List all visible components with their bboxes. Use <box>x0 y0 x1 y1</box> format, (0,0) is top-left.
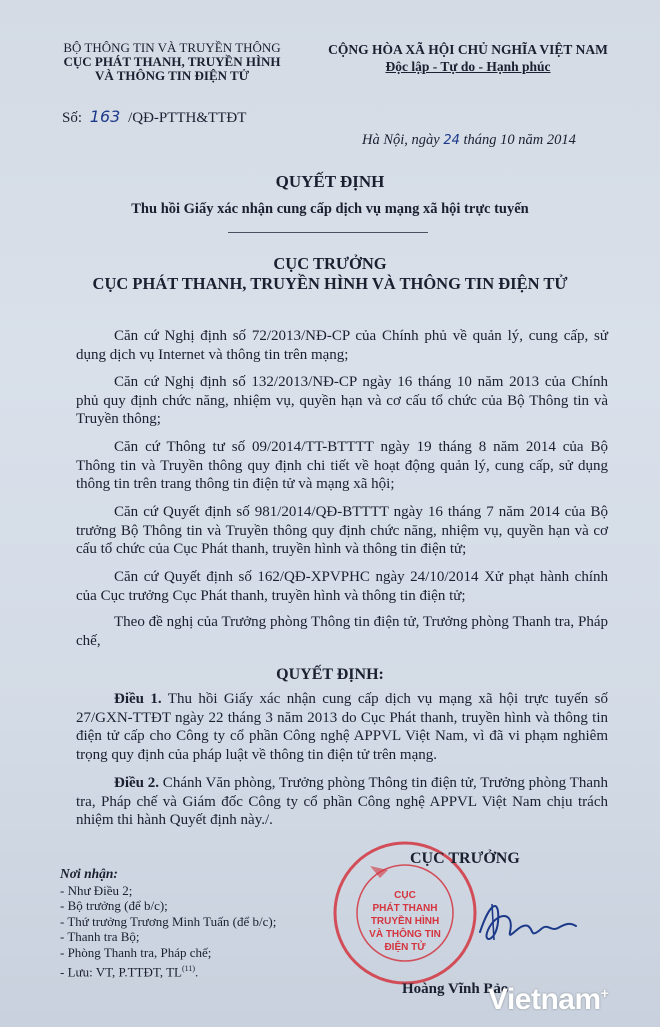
date-day: 24 <box>443 133 460 148</box>
authority-department: CỤC PHÁT THANH, TRUYỀN HÌNH VÀ THÔNG TIN ĐIỆN TỬ <box>92 274 568 293</box>
stamp-line: CỤC <box>394 890 416 901</box>
preamble-paragraph: Theo đề nghị của Trưởng phòng Thông tin điện tử, Trưởng phòng Thanh tra, Pháp chế, <box>76 614 608 649</box>
recipients-list <box>60 866 276 979</box>
stamp-line: PHÁT THANH <box>372 903 438 914</box>
department-name-line1: CỤC PHÁT THANH, TRUYỀN HÌNH <box>63 54 281 69</box>
archive-end: . <box>195 963 199 979</box>
preamble-paragraph: Căn cứ Thông tư số 09/2014/TT-BTTTT ngày 19 tháng 8 năm 2014 của Bộ Thông tin và Truyền thông quy định chi tiết về hoạt động quản lý, cung cấp, sử dụng thông tin trên trang thông tin điện tử và mạng xã hội; <box>76 439 608 492</box>
stamp-line: ĐIỆN TỬ <box>384 942 426 953</box>
ministry-name: BỘ THÔNG TIN VÀ TRUYỀN THÔNG <box>63 40 281 55</box>
preamble-paragraph: Căn cứ Quyết định số 162/QĐ-XPVPHC ngày 24/10/2014 Xử phạt hành chính của Cục trưởng Cục Phát thanh, truyền hình và thông tin điện tử; <box>76 569 608 604</box>
number-label: Số: <box>62 110 83 126</box>
watermark-plus: + <box>600 985 609 1001</box>
department-name-line2: VÀ THÔNG TIN ĐIỆN TỬ <box>94 68 250 83</box>
country-name: CỘNG HÒA XÃ HỘI CHỦ NGHĨA VIỆT NAM <box>328 42 608 57</box>
signatory-title: CỤC TRƯỞNG <box>410 850 520 867</box>
number-value: 163 <box>89 107 121 126</box>
recipient-item: - Thanh tra Bộ; <box>60 929 140 945</box>
authority-title: CỤC TRƯỞNG <box>273 254 387 273</box>
preamble-paragraph: Căn cứ Quyết định số 981/2014/QĐ-BTTTT ngày 16 tháng 7 năm 2014 của Bộ trưởng Bộ Thông tin và Truyền thông quy định chức năng, nhiệm vụ, quyền hạn và cơ cấu tổ chức của Cục Phát thanh, truyền hình và thông tin điện tử; <box>76 504 608 557</box>
recipient-item: - Phòng Thanh tra, Pháp chế; <box>60 944 212 960</box>
motto: Độc lập - Tự do - Hạnh phúc <box>385 59 551 74</box>
document-subtitle: Thu hồi Giấy xác nhận cung cấp dịch vụ mạng xã hội trực tuyến <box>131 201 529 217</box>
issue-date <box>362 132 576 149</box>
national-motto-header <box>318 41 618 75</box>
issuing-agency-header <box>52 41 292 83</box>
article-label: Điều 1. <box>114 691 162 707</box>
recipient-item: - Thứ trưởng Trương Minh Tuấn (để b/c); <box>60 913 277 929</box>
stamp-line: VÀ THÔNG TIN <box>369 929 441 940</box>
recipient-item: - Bộ trưởng (để b/c); <box>60 898 168 914</box>
document-number <box>62 107 246 127</box>
vietnamplus-watermark <box>488 983 608 1017</box>
title-divider <box>228 232 428 233</box>
article-text: Thu hồi Giấy xác nhận cung cấp dịch vụ mạng xã hội trực tuyến số 27/GXN-TTĐT ngày 22 tháng 3 năm 2013 do Cục Phát thanh, truyền hình và thông tin điện tử cấp cho Công ty cổ phần Công nghệ APPVL Việt Nam, vì đã vi phạm nghiêm trọng quy định của pháp luật về thông tin điện tử trên mạng. <box>76 691 608 763</box>
decision-heading: QUYẾT ĐỊNH: <box>276 666 384 683</box>
archive-text: - Lưu: VT, P.TTĐT, TL <box>60 963 182 979</box>
date-prefix: Hà Nội, ngày <box>362 132 440 148</box>
recipient-item-archive <box>60 961 276 980</box>
recipients-heading: Nơi nhận: <box>60 866 118 881</box>
preamble-paragraph: Căn cứ Nghị định số 132/2013/NĐ-CP ngày 16 tháng 10 năm 2013 của Chính phủ quy định chức năng, nhiệm vụ, quyền hạn và cơ cấu tổ chức của Bộ Thông tin và Truyền thông; <box>76 374 608 427</box>
archive-count: (11) <box>182 963 196 973</box>
article-1 <box>76 690 608 764</box>
recipient-item: - Như Điều 2; <box>60 882 133 898</box>
handwritten-signature <box>470 892 580 952</box>
signatory-name: Hoàng Vĩnh Bảo <box>402 981 509 997</box>
article-text: Chánh Văn phòng, Trưởng phòng Thông tin điện tử, Trưởng phòng Thanh tra, Pháp chế và Giám đốc Công ty cổ phần Công nghệ APPVL Việt Nam chịu trách nhiệm thi hành Quyết định này./. <box>76 775 609 828</box>
article-label: Điều 2. <box>114 775 160 791</box>
number-suffix: /QĐ-PTTH&TTĐT <box>128 110 247 126</box>
watermark-text: Vietnam <box>488 983 601 1016</box>
date-suffix: tháng 10 năm 2014 <box>463 132 576 148</box>
preamble-paragraph: Căn cứ Nghị định số 72/2013/NĐ-CP của Chính phủ về quản lý, cung cấp, sử dụng dịch vụ Internet và thông tin trên mạng; <box>76 328 608 363</box>
article-2 <box>76 774 608 830</box>
stamp-line: TRUYỀN HÌNH <box>370 916 440 927</box>
document-title: QUYẾT ĐỊNH <box>275 172 385 191</box>
